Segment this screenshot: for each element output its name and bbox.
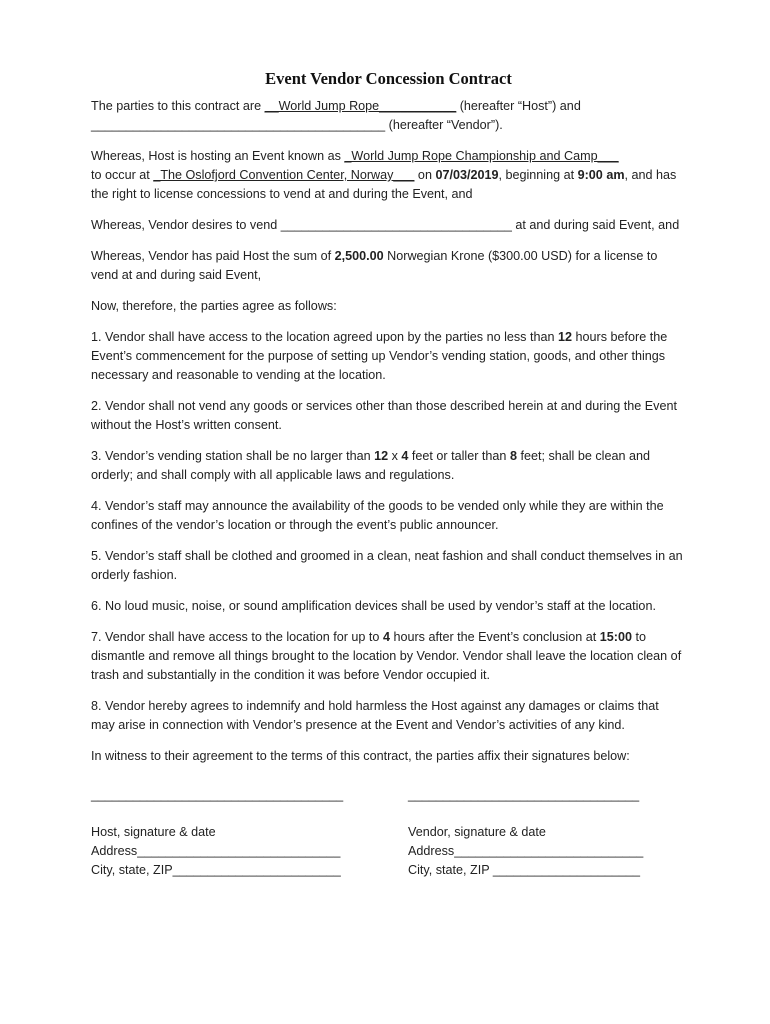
payment-outro: Norwegian Krone ($300.00 USD) for a license to vend at and during said Event, <box>91 249 658 282</box>
clause-8: 8. Vendor hereby agrees to indemnify and hold harmless the Host against any damages or claims that may arise in connection with Vendor’s presence at the Event and Vendor’s activities of any kind. <box>91 699 659 732</box>
time-intro: , beginning at <box>498 168 578 182</box>
vendor-city-field[interactable]: City, state, ZIP _____________________ <box>408 863 640 877</box>
event-date: 07/03/2019 <box>435 168 499 182</box>
event-paragraph <box>91 147 686 204</box>
date-intro: on <box>414 168 436 182</box>
host-hereafter: (hereafter “Host”) and <box>456 99 581 113</box>
host-signature-label: Host, signature & date <box>91 825 216 839</box>
parties-paragraph <box>91 97 686 135</box>
teardown-time: 15:00 <box>599 630 632 644</box>
event-intro: Whereas, Host is hosting an Event known as <box>91 149 345 163</box>
teardown-hours: 4 <box>382 630 390 644</box>
clause-3-text-c: feet; shall be clean and orderly; and shall comply with all applicable laws and regulations. <box>91 449 650 482</box>
station-width: 12 <box>374 449 389 463</box>
vendor-hereafter: (hereafter “Vendor”). <box>385 118 503 132</box>
vend-intro: Whereas, Vendor desires to vend <box>91 218 281 232</box>
clause-1-text-a: 1. Vendor shall have access to the location agreed upon by the parties no less than <box>91 330 558 344</box>
witness-paragraph: In witness to their agreement to the terms of this contract, the parties affix their signatures below: <box>91 749 630 763</box>
document-title: Event Vendor Concession Contract <box>265 69 512 88</box>
clause-7 <box>91 628 686 685</box>
vendor-signature-label: Vendor, signature & date <box>408 825 546 839</box>
clause-6: 6. No loud music, noise, or sound amplification devices shall be used by vendor’s staff at the location. <box>91 599 656 613</box>
clause-7-text-a: 7. Vendor shall have access to the location for up to <box>91 630 383 644</box>
host-name: __World Jump Rope___________ <box>264 99 457 113</box>
station-height: 8 <box>509 449 517 463</box>
contract-body <box>91 68 686 880</box>
host-address-field[interactable]: Address_____________________________ <box>91 844 341 858</box>
address-lines <box>91 842 686 861</box>
station-length: 4 <box>401 449 409 463</box>
vend-goods-blank: _________________________________ <box>280 218 512 232</box>
setup-hours: 12 <box>557 330 572 344</box>
venue-intro: to occur at <box>91 168 154 182</box>
clause-3-x: x <box>388 449 402 463</box>
agreement-intro: Now, therefore, the parties agree as follows: <box>91 299 337 313</box>
vendor-signature-line[interactable]: _________________________________ <box>408 788 640 802</box>
clause-2: 2. Vendor shall not vend any goods or services other than those described herein at and during the Event without the Host’s written consent. <box>91 399 677 432</box>
clause-1 <box>91 328 686 385</box>
clause-3-text-b: feet or taller than <box>408 449 510 463</box>
venue-name: _The Oslofjord Convention Center, Norway___ <box>153 168 415 182</box>
vendor-address-field[interactable]: Address___________________________ <box>408 844 644 858</box>
clause-3-text-a: 3. Vendor’s vending station shall be no larger than <box>91 449 375 463</box>
clause-3 <box>91 447 686 485</box>
host-city-field[interactable]: City, state, ZIP________________________ <box>91 863 341 877</box>
clause-5: 5. Vendor’s staff shall be clothed and groomed in a clean, neat fashion and shall conduct themselves in an orderly fashion. <box>91 549 683 582</box>
clause-4: 4. Vendor’s staff may announce the availability of the goods to be vended only while they are within the confines of the vendor’s location or through the event’s public announcer. <box>91 499 664 532</box>
event-time: 9:00 am <box>577 168 625 182</box>
clause-1-text-b: hours before the Event’s commencement for the purpose of setting up Vendor’s vending station, goods, and other things necessary and reasonable to vending at the location. <box>91 330 668 382</box>
city-lines <box>91 861 686 880</box>
event-name: _World Jump Rope Championship and Camp___ <box>344 149 619 163</box>
payment-amount: 2,500.00 <box>334 249 384 263</box>
clause-7-text-c: to dismantle and remove all things brought to the location by Vendor. Vendor shall leave the location clean of trash and substantially in the condition it was before Vendor occupied it. <box>91 630 682 682</box>
signature-labels <box>91 823 686 842</box>
vend-paragraph <box>91 216 686 235</box>
vend-outro: at and during said Event, and <box>511 218 680 232</box>
payment-paragraph <box>91 247 686 285</box>
signature-lines <box>91 786 686 805</box>
vendor-name-blank: __________________________________________ <box>91 118 386 132</box>
payment-intro: Whereas, Vendor has paid Host the sum of <box>91 249 335 263</box>
clause-7-text-b: hours after the Event’s conclusion at <box>389 630 600 644</box>
signature-details <box>91 823 686 880</box>
event-rights: , and has the right to license concessions to vend at and during the Event, and <box>91 168 677 201</box>
host-signature-line[interactable]: ____________________________________ <box>91 788 344 802</box>
parties-text: The parties to this contract are <box>91 99 265 113</box>
